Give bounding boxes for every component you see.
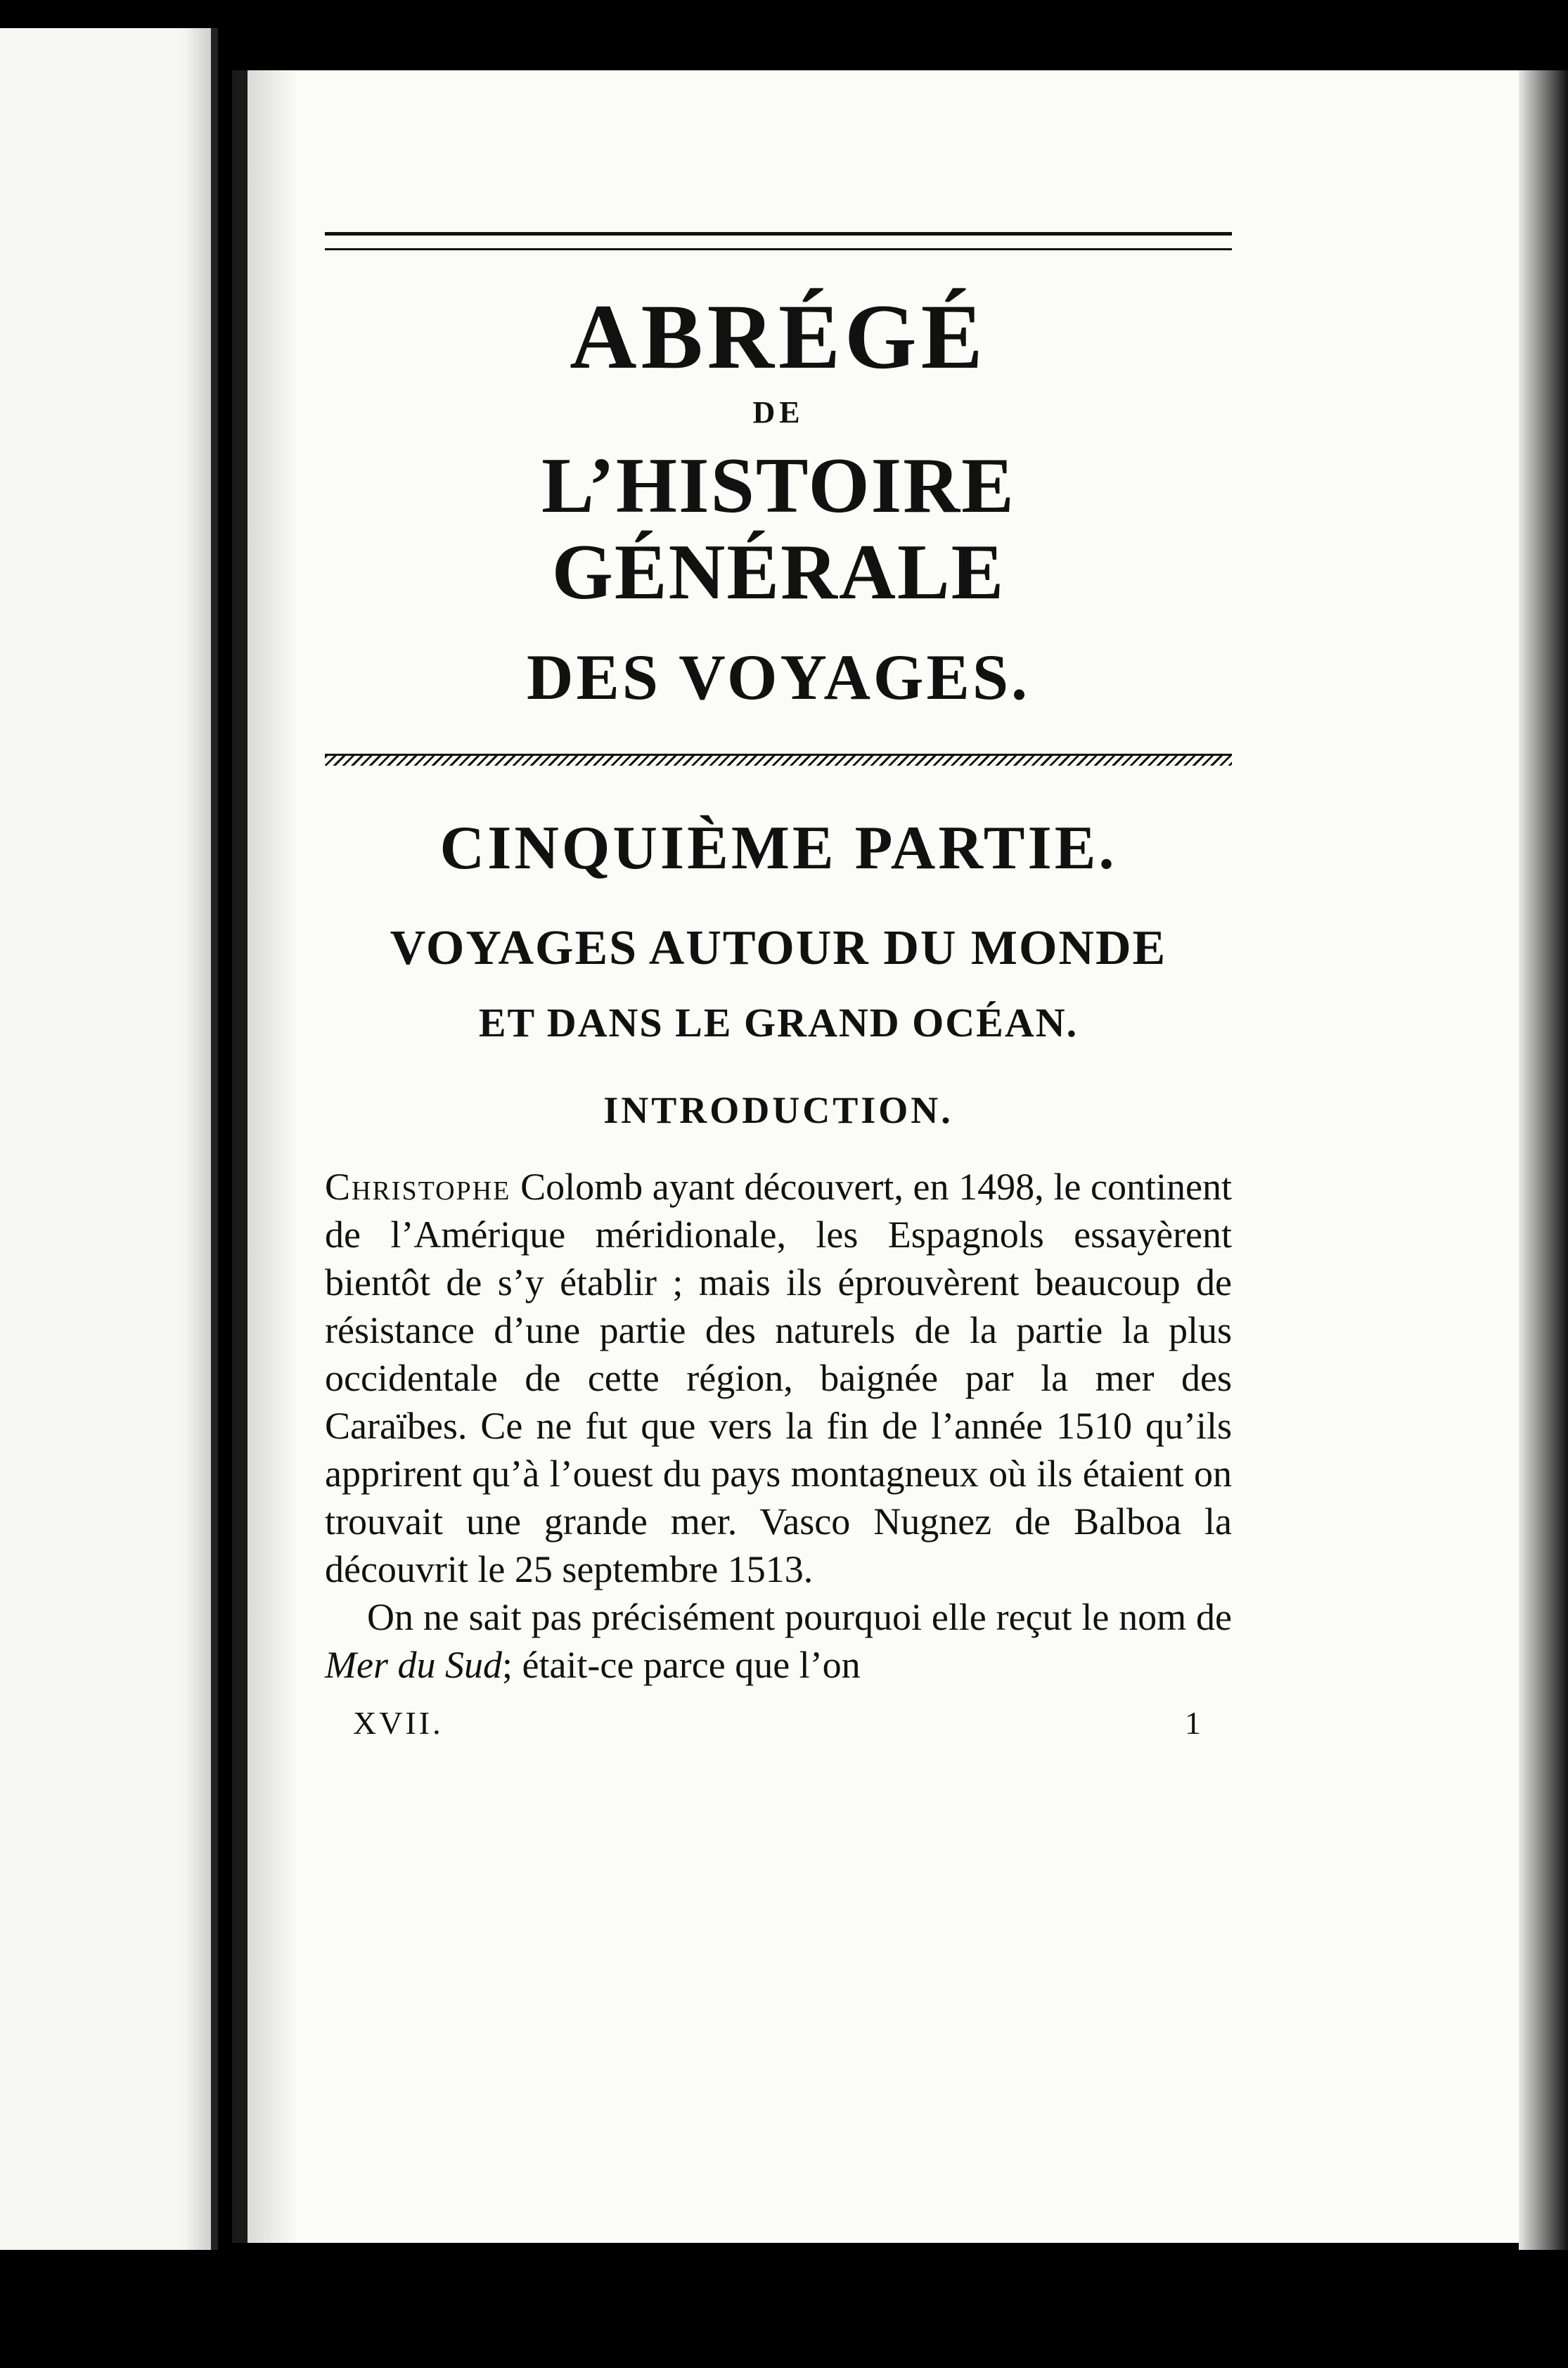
opening-word: Christophe [325,1165,511,1208]
italic-mer-du-sud: Mer du Sud [325,1643,502,1686]
ornamental-rule [325,754,1232,766]
body-text [325,1163,1232,1689]
paragraph-1-text: Colomb ayant découvert, en 1498, le continent de l’Amérique méridionale, les Espagnols essayèrent bientôt de s’y établir ; mais ils éprouvèrent beaucoup de résistance d’une partie des naturels de la partie la plus occidentale de cette région, baignée par la mer des Caraïbes. Ce ne fut que vers la fin de l’année 1510 qu’ils apprirent qu’à l’ouest du pays montagneux où ils étaient on trouvait une grande mer. Vasco Nugnez de Balboa la découvrit le 25 septembre 1513. [325,1165,1233,1590]
book-page [232,70,1541,2243]
paragraph-2-start: On ne sait pas précisément pourquoi elle reçut le nom de [367,1595,1232,1638]
title-abrege: ABRÉGÉ [570,285,987,388]
page-content [325,232,1232,1742]
title-de: DE [752,395,804,430]
page-edge-shadow [1519,70,1568,2250]
paragraph-2 [325,1593,1232,1689]
part-subtitle-1: VOYAGES AUTOUR DU MONDE [390,920,1167,975]
top-double-rule [325,232,1232,250]
introduction-heading: INTRODUCTION. [603,1089,953,1132]
signature-mark: 1 [1185,1704,1204,1741]
title-des-voyages: DES VOYAGES. [527,641,1030,713]
paragraph-1 [325,1163,1232,1593]
paragraph-2-end: ; était-ce parce que l’on [501,1643,861,1686]
part-heading: CINQUIÈME PARTIE. [439,813,1117,882]
part-subtitle-2: ET DANS LE GRAND OCÉAN. [478,999,1079,1045]
page-footer [325,1704,1232,1742]
volume-number: XVII. [353,1704,444,1741]
title-histoire-generale: L’HISTOIRE GÉNÉRALE [541,442,1015,617]
facing-page [0,28,218,2250]
